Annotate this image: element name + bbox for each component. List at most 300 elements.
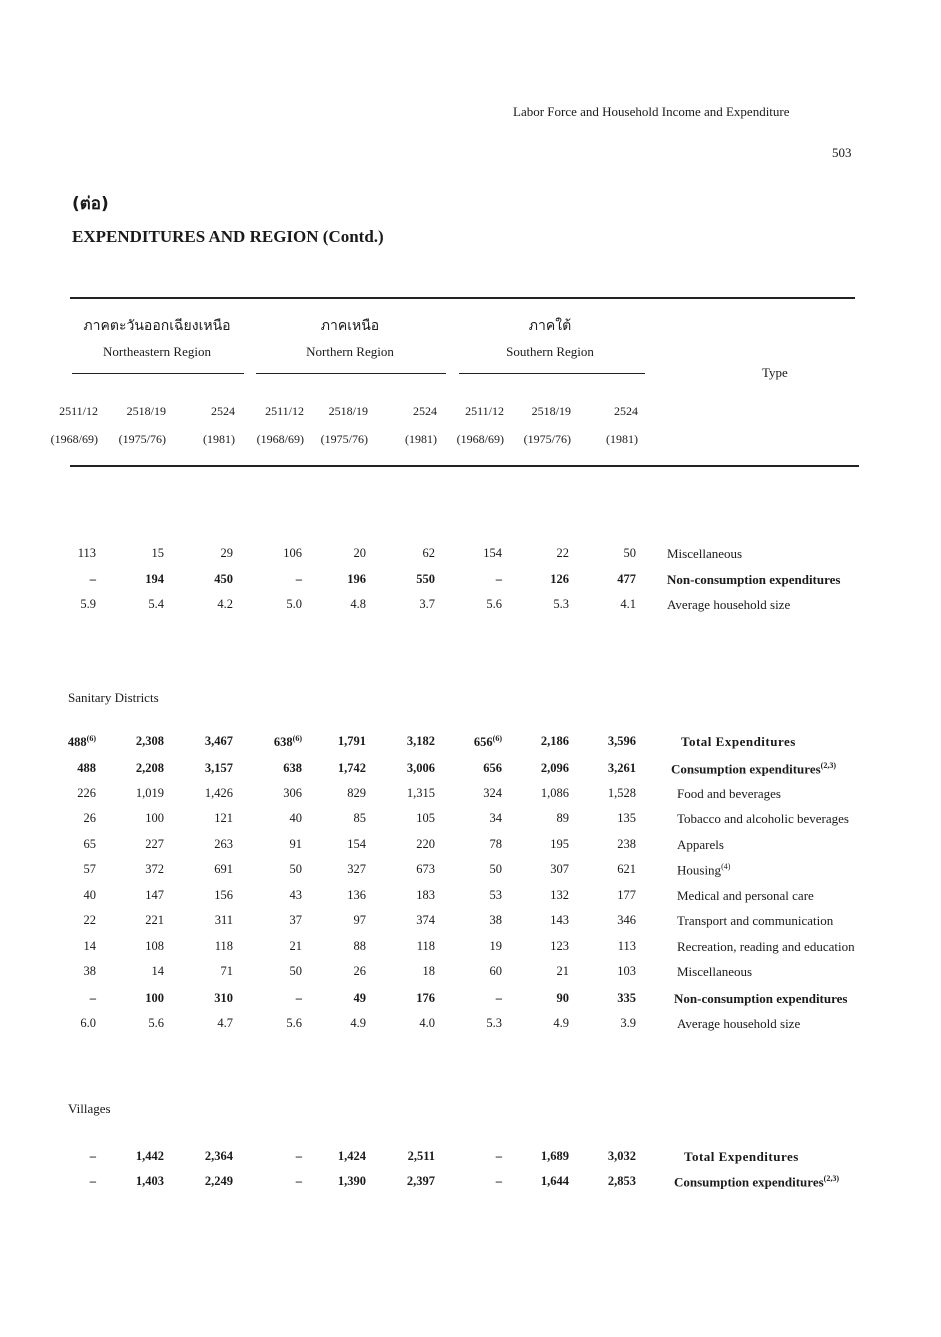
cell-value: – <box>495 1149 502 1163</box>
cell-value: 3.9 <box>620 1016 636 1030</box>
cell-value: 1,424 <box>337 1149 366 1163</box>
group-thai-south: ภาคใต้ <box>528 318 572 334</box>
table-cell <box>509 1016 569 1031</box>
table-cell <box>509 964 569 979</box>
table-cell <box>36 939 96 954</box>
cell-value: 177 <box>617 888 636 902</box>
group-rule-south <box>459 373 645 374</box>
table-cell <box>509 546 569 561</box>
cell-value: 154 <box>347 837 366 851</box>
cell-value: 118 <box>416 939 435 953</box>
table-cell <box>375 837 435 852</box>
year-label: 2511/12 <box>465 404 504 418</box>
table-cell <box>306 913 366 928</box>
table-cell <box>242 734 302 750</box>
table-cell <box>104 811 164 826</box>
cell-value: – <box>295 1174 302 1188</box>
type-text: Total Expenditures <box>681 734 796 749</box>
year-label: (1981) <box>405 432 437 446</box>
type-text: Consumption expenditures <box>671 761 821 777</box>
cell-value: 1,019 <box>135 786 164 800</box>
table-cell <box>306 964 366 979</box>
cell-value: 14 <box>83 939 96 953</box>
cell-value: 3,157 <box>204 761 233 775</box>
cell-value: 100 <box>145 991 164 1005</box>
cell-value: 15 <box>151 546 164 560</box>
table-cell <box>36 761 96 776</box>
cell-value: 2,511 <box>407 1149 435 1163</box>
table-cell <box>509 888 569 903</box>
footnote-marker: (2,3) <box>820 761 836 770</box>
cell-value: 21 <box>289 939 302 953</box>
table-cell <box>242 1149 302 1164</box>
cell-value: 135 <box>617 811 636 825</box>
year-label: (1968/69) <box>50 432 98 446</box>
cell-value: 638 <box>283 761 302 775</box>
table-cell <box>306 888 366 903</box>
page-number: 503 <box>832 145 852 160</box>
cell-value: 5.0 <box>286 597 302 611</box>
table-cell <box>442 1174 502 1189</box>
year-label: 2518/19 <box>328 404 368 418</box>
table-cell <box>509 1174 569 1189</box>
page-title: EXPENDITURES AND REGION (Contd.) <box>72 227 384 246</box>
footnote-marker: (4) <box>721 862 731 871</box>
cell-value: 450 <box>214 572 233 586</box>
footnote-marker: (6) <box>492 734 502 743</box>
cell-value: 335 <box>617 991 636 1005</box>
table-cell <box>104 939 164 954</box>
cell-value: 121 <box>214 811 233 825</box>
cell-value: 638 <box>273 735 293 750</box>
top-rule <box>70 297 855 299</box>
cell-value: 18 <box>422 964 435 978</box>
running-title: Labor Force and Household Income and Expenditure <box>513 104 790 119</box>
type-text: Consumption expenditures <box>674 1174 824 1190</box>
cell-value: 488 <box>67 735 87 750</box>
cell-value: 372 <box>145 862 164 876</box>
footnote-marker: (2,3) <box>823 1174 839 1183</box>
cell-value: 126 <box>550 572 569 586</box>
group-thai-north: ภาคเหนือ <box>320 318 380 334</box>
cell-value: 26 <box>83 811 96 825</box>
row-type-label <box>667 546 742 562</box>
type-text: Recreation, reading and education <box>677 939 855 954</box>
table-cell <box>36 991 96 1006</box>
table-cell <box>104 761 164 776</box>
cell-value: 477 <box>617 572 636 586</box>
table-cell <box>576 862 636 877</box>
table-cell <box>442 1149 502 1164</box>
table-cell <box>104 1016 164 1031</box>
table-cell <box>375 1174 435 1189</box>
table-cell <box>375 546 435 561</box>
table-cell <box>442 913 502 928</box>
table-cell <box>576 811 636 826</box>
year-label: (1968/69) <box>456 432 504 446</box>
type-text: Miscellaneous <box>677 964 753 979</box>
table-cell <box>242 786 302 801</box>
year-label: 2518/19 <box>531 404 571 418</box>
year-label: 2518/19 <box>126 404 166 418</box>
cell-value: 4.2 <box>217 597 233 611</box>
cell-value: 194 <box>145 572 164 586</box>
cell-value: 26 <box>353 964 366 978</box>
table-cell <box>104 786 164 801</box>
table-cell <box>306 572 366 587</box>
cell-value: – <box>89 1149 96 1163</box>
table-cell <box>242 761 302 776</box>
table-cell <box>36 964 96 979</box>
table-cell <box>36 837 96 852</box>
table-cell <box>442 546 502 561</box>
table-cell <box>375 597 435 612</box>
table-cell <box>375 1149 435 1164</box>
cell-value: 238 <box>617 837 636 851</box>
cell-value: 156 <box>214 888 233 902</box>
cell-value: 311 <box>214 913 233 927</box>
table-cell <box>375 786 435 801</box>
cell-value: 147 <box>145 888 164 902</box>
cell-value: 132 <box>550 888 569 902</box>
table-cell <box>306 811 366 826</box>
cell-value: 226 <box>77 786 96 800</box>
cell-value: 691 <box>214 862 233 876</box>
year-label: 2524 <box>413 404 437 418</box>
table-cell <box>104 991 164 1006</box>
cell-value: 49 <box>353 991 366 1005</box>
cell-value: 85 <box>353 811 366 825</box>
cell-value: 100 <box>145 811 164 825</box>
cell-value: 106 <box>283 546 302 560</box>
cell-value: 103 <box>617 964 636 978</box>
table-cell <box>442 1016 502 1031</box>
cell-value: 108 <box>145 939 164 953</box>
table-cell <box>306 546 366 561</box>
row-type-label <box>677 888 814 904</box>
cell-value: 29 <box>220 546 233 560</box>
table-cell <box>36 786 96 801</box>
cell-value: – <box>295 572 302 586</box>
table-cell <box>242 597 302 612</box>
row-type-label <box>677 939 855 955</box>
group-north: Northern Region <box>306 344 394 359</box>
row-type-label <box>677 964 752 980</box>
table-cell <box>509 1149 569 1164</box>
year-label: 2511/12 <box>265 404 304 418</box>
table-cell <box>36 1016 96 1031</box>
cell-value: 4.0 <box>419 1016 435 1030</box>
cell-value: 324 <box>483 786 502 800</box>
type-text: Total Expenditures <box>684 1149 799 1164</box>
type-text: Housing <box>677 862 722 878</box>
table-cell <box>375 888 435 903</box>
row-type-label <box>667 597 790 613</box>
cell-value: 50 <box>489 862 502 876</box>
table-cell <box>173 888 233 903</box>
cell-value: 37 <box>289 913 302 927</box>
cell-value: 40 <box>83 888 96 902</box>
table-cell <box>442 597 502 612</box>
cell-value: 62 <box>422 546 435 560</box>
table-cell <box>242 862 302 877</box>
cell-value: 1,403 <box>135 1174 164 1188</box>
cell-value: 136 <box>347 888 366 902</box>
cell-value: 488 <box>77 761 96 775</box>
cell-value: 656 <box>473 735 493 750</box>
cell-value: 2,364 <box>204 1149 233 1163</box>
cell-value: 5.6 <box>486 597 502 611</box>
cell-value: 176 <box>416 991 435 1005</box>
cell-value: 4.9 <box>350 1016 366 1030</box>
table-cell <box>576 888 636 903</box>
table-cell <box>576 761 636 776</box>
table-cell <box>104 913 164 928</box>
table-cell <box>306 761 366 776</box>
table-cell <box>104 862 164 877</box>
cell-value: 263 <box>214 837 233 851</box>
table-cell <box>173 991 233 1006</box>
table-cell <box>173 572 233 587</box>
cell-value: 1,390 <box>337 1174 366 1188</box>
cell-value: 34 <box>489 811 502 825</box>
cell-value: – <box>89 1174 96 1188</box>
cell-value: 123 <box>550 939 569 953</box>
table-cell <box>375 991 435 1006</box>
row-type-label <box>667 572 840 588</box>
cell-value: 5.4 <box>148 597 164 611</box>
table-cell <box>242 913 302 928</box>
cell-value: 38 <box>83 964 96 978</box>
cell-value: 307 <box>550 862 569 876</box>
cell-value: 2,186 <box>540 734 569 748</box>
cell-value: 2,397 <box>406 1174 435 1188</box>
table-cell <box>509 572 569 587</box>
table-cell <box>442 991 502 1006</box>
table-cell <box>509 734 569 749</box>
table-cell <box>306 786 366 801</box>
table-cell <box>576 572 636 587</box>
row-type-label <box>677 786 781 802</box>
cell-value: 154 <box>483 546 502 560</box>
footnote-marker: (6) <box>292 734 302 743</box>
cell-value: – <box>295 991 302 1005</box>
group-northeast: Northeastern Region <box>103 344 211 359</box>
cell-value: 3,467 <box>204 734 233 748</box>
table-cell <box>576 1174 636 1189</box>
type-text: Miscellaneous <box>667 546 743 561</box>
table-cell <box>104 597 164 612</box>
cell-value: 89 <box>556 811 569 825</box>
cell-value: 118 <box>214 939 233 953</box>
cell-value: 1,689 <box>540 1149 569 1163</box>
table-cell <box>104 964 164 979</box>
table-cell <box>173 964 233 979</box>
cell-value: 38 <box>489 913 502 927</box>
cell-value: 1,742 <box>337 761 366 775</box>
table-cell <box>306 991 366 1006</box>
cell-value: 1,315 <box>406 786 435 800</box>
cell-value: 195 <box>550 837 569 851</box>
cell-value: 50 <box>623 546 636 560</box>
cell-value: 4.7 <box>217 1016 233 1030</box>
row-type-label <box>677 811 849 827</box>
cell-value: 656 <box>483 761 502 775</box>
group-thai-northeast: ภาคตะวันออกเฉียงเหนือ <box>83 318 231 334</box>
table-cell <box>375 734 435 749</box>
table-cell <box>242 1174 302 1189</box>
type-text: Food and beverages <box>677 786 781 801</box>
table-cell <box>173 734 233 749</box>
year-label: 2511/12 <box>59 404 98 418</box>
table-cell <box>442 888 502 903</box>
table-cell <box>242 1016 302 1031</box>
table-cell <box>173 786 233 801</box>
cell-value: 1,426 <box>204 786 233 800</box>
row-type-label <box>674 991 847 1007</box>
footnote-marker: (6) <box>86 734 96 743</box>
cell-value: 4.8 <box>350 597 366 611</box>
table-cell <box>173 811 233 826</box>
cell-value: 2,096 <box>540 761 569 775</box>
cell-value: 327 <box>347 862 366 876</box>
row-type-label <box>684 1149 799 1165</box>
year-label: (1975/76) <box>523 432 571 446</box>
table-cell <box>442 761 502 776</box>
cell-value: 71 <box>220 964 233 978</box>
table-cell <box>306 1149 366 1164</box>
thai-title: (ต่อ) <box>72 194 109 214</box>
table-cell <box>509 939 569 954</box>
cell-value: 1,644 <box>540 1174 569 1188</box>
table-cell <box>242 991 302 1006</box>
table-cell <box>442 811 502 826</box>
cell-value: 306 <box>283 786 302 800</box>
cell-value: 5.6 <box>148 1016 164 1030</box>
table-cell <box>576 734 636 749</box>
year-label: 2524 <box>211 404 235 418</box>
cell-value: 621 <box>617 862 636 876</box>
cell-value: 90 <box>556 991 569 1005</box>
cell-value: 40 <box>289 811 302 825</box>
table-cell <box>442 734 502 750</box>
cell-value: 3,032 <box>607 1149 636 1163</box>
table-cell <box>375 862 435 877</box>
table-cell <box>576 913 636 928</box>
table-cell <box>576 1149 636 1164</box>
cell-value: 196 <box>347 572 366 586</box>
cell-value: 1,528 <box>607 786 636 800</box>
cell-value: 143 <box>550 913 569 927</box>
table-cell <box>36 913 96 928</box>
row-type-label <box>677 862 730 878</box>
type-text: Transport and communication <box>677 913 834 928</box>
table-cell <box>375 913 435 928</box>
table-cell <box>576 546 636 561</box>
type-header: Type <box>762 365 788 380</box>
table-cell <box>442 862 502 877</box>
cell-value: 50 <box>289 964 302 978</box>
table-cell <box>576 939 636 954</box>
table-cell <box>509 597 569 612</box>
table-cell <box>173 546 233 561</box>
table-cell <box>576 1016 636 1031</box>
cell-value: 78 <box>489 837 502 851</box>
table-cell <box>104 888 164 903</box>
group-rule-north <box>256 373 446 374</box>
table-cell <box>306 1174 366 1189</box>
year-label: 2524 <box>614 404 638 418</box>
cell-value: 105 <box>416 811 435 825</box>
year-label: (1981) <box>606 432 638 446</box>
table-cell <box>306 862 366 877</box>
cell-value: 227 <box>145 837 164 851</box>
table-cell <box>104 546 164 561</box>
cell-value: – <box>495 991 502 1005</box>
cell-value: 5.9 <box>80 597 96 611</box>
cell-value: 1,791 <box>337 734 366 748</box>
cell-value: 14 <box>151 964 164 978</box>
table-cell <box>306 734 366 749</box>
table-cell <box>306 597 366 612</box>
table-cell <box>509 913 569 928</box>
table-cell <box>104 1149 164 1164</box>
table-cell <box>173 1174 233 1189</box>
cell-value: 20 <box>353 546 366 560</box>
cell-value: 5.3 <box>553 597 569 611</box>
cell-value: 374 <box>416 913 435 927</box>
table-cell <box>104 734 164 749</box>
table-cell <box>509 991 569 1006</box>
year-label: (1975/76) <box>118 432 166 446</box>
cell-value: – <box>89 572 96 586</box>
year-label: (1968/69) <box>256 432 304 446</box>
cell-value: 88 <box>353 939 366 953</box>
table-cell <box>173 837 233 852</box>
cell-value: 22 <box>83 913 96 927</box>
cell-value: 97 <box>353 913 366 927</box>
cell-value: 346 <box>617 913 636 927</box>
table-cell <box>442 572 502 587</box>
cell-value: 113 <box>77 546 96 560</box>
table-cell <box>173 1016 233 1031</box>
table-cell <box>576 786 636 801</box>
table-cell <box>375 572 435 587</box>
table-cell <box>509 811 569 826</box>
cell-value: 53 <box>489 888 502 902</box>
cell-value: 2,853 <box>607 1174 636 1188</box>
table-cell <box>36 734 96 750</box>
row-type-label <box>677 913 833 929</box>
table-cell <box>242 546 302 561</box>
cell-value: 65 <box>83 837 96 851</box>
table-cell <box>306 1016 366 1031</box>
row-type-label <box>671 761 836 777</box>
cell-value: 673 <box>416 862 435 876</box>
cell-value: 22 <box>556 546 569 560</box>
year-label: (1975/76) <box>320 432 368 446</box>
table-cell <box>375 761 435 776</box>
cell-value: 21 <box>556 964 569 978</box>
year-label: (1981) <box>203 432 235 446</box>
table-cell <box>375 811 435 826</box>
cell-value: 220 <box>416 837 435 851</box>
table-cell <box>36 811 96 826</box>
table-cell <box>36 546 96 561</box>
table-cell <box>576 964 636 979</box>
cell-value: 2,208 <box>135 761 164 775</box>
table-cell <box>36 1174 96 1189</box>
